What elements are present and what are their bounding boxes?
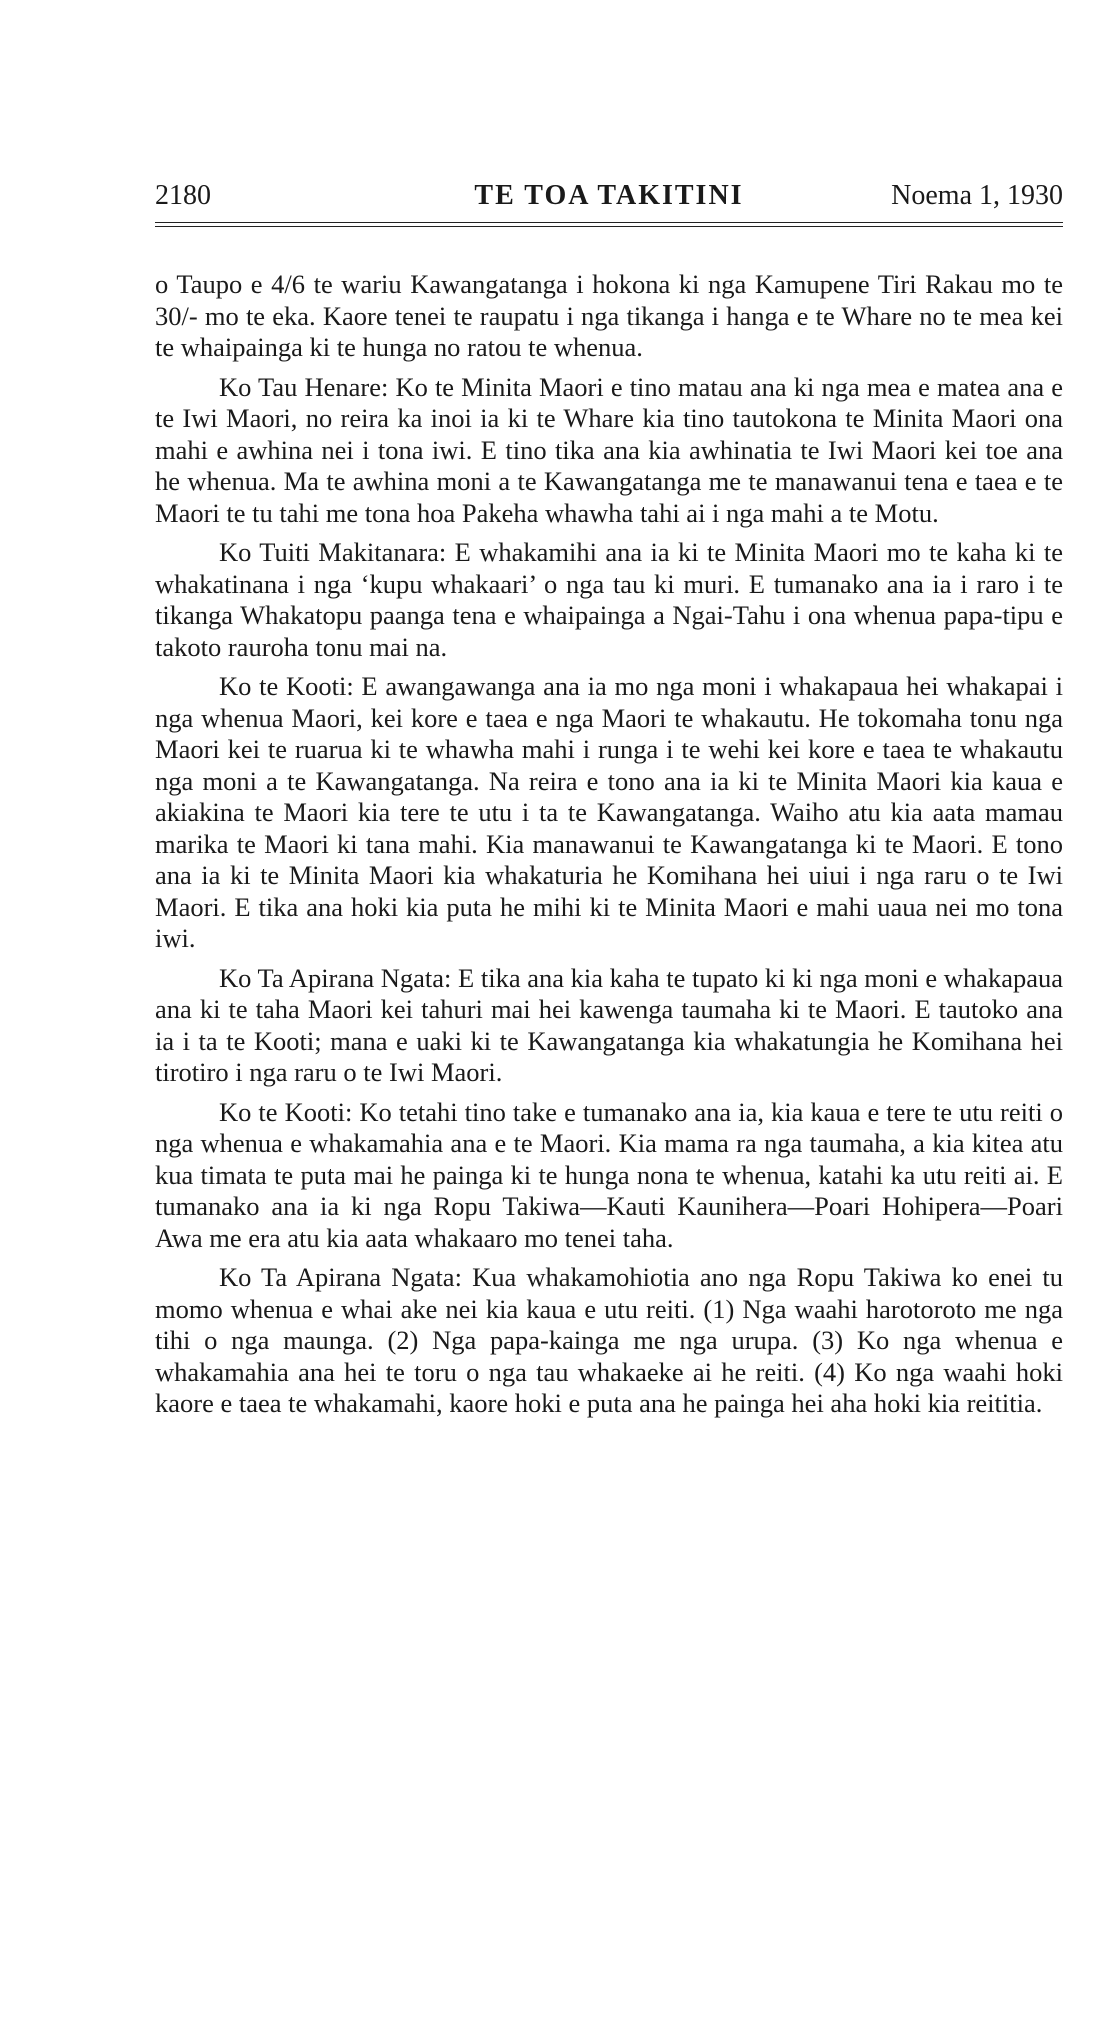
paragraph: Ko Tuiti Makitanara: E whakamihi ana ia ki te Minita Maori mo te kaha ki te whakatinana i nga ‘kupu whakaari’ o nga tau ki muri. E tumanako ana ia i raro i te tikanga Whakatopu paanga tena e whaipainga a Ngai-Tahu i ona whenua papa-tipu e takoto rauroha tonu mai na. xyxy=(155,537,1063,662)
paragraph: Ko Ta Apirana Ngata: Kua whakamohiotia ano nga Ropu Takiwa ko enei tu momo whenua e whai ake nei kia kaua e utu reiti. (1) Nga waahi harotoroto me nga tihi o nga maunga. (2) Nga papa-kainga me nga urupa. (3) Ko nga whenua e whakamahia ana hei te toru o nga tau whakaeke ai he reiti. (4) Ko nga waahi hoki kaore e taea te whakamahi, kaore hoki e puta ana he painga hei aha hoki kia reititia. xyxy=(155,1262,1063,1418)
article-body xyxy=(155,269,1063,1420)
page-number: 2180 xyxy=(155,180,211,211)
publication-title: TE TOA TAKITINI xyxy=(474,180,744,211)
issue-date: Noema 1, 1930 xyxy=(891,180,1063,211)
paragraph: Ko te Kooti: E awangawanga ana ia mo nga moni i whakapaua hei whakapai i nga whenua Maori, kei kore e taea e nga Maori te whakautu. He tokomaha tonu nga Maori kei te ruarua ki te whawha mahi i runga i te wehi kei kore e taea te whakautu nga moni a te Kawangatanga. Na reira e tono ana ia ki te Minita Maori kia kaua e akiakina te Maori kia tere te utu i ta te Kawangatanga. Waiho atu kia aata mamau marika te Maori ki tana mahi. Kia manawanui te Kawangatanga ki te Maori. E tono ana ia ki te Minita Maori kia whakaturia he Komihana hei uiui i nga raru o te Iwi Maori. E tika ana hoki kia puta he mihi ki te Minita Maori e mahi uaua nei mo tona iwi. xyxy=(155,671,1063,953)
running-header xyxy=(155,176,1063,216)
paragraph: o Taupo e 4/6 te wariu Kawangatanga i hokona ki nga Kamupene Tiri Rakau mo te 30/- mo te eka. Kaore tenei te raupatu i nga tikanga i hanga e te Whare no te mea kei te whaipainga ki te hunga no ratou te whenua. xyxy=(155,269,1063,362)
header-rule xyxy=(155,222,1063,227)
document-page xyxy=(155,176,1063,1428)
paragraph: Ko Tau Henare: Ko te Minita Maori e tino matau ana ki nga mea e matea ana e te Iwi Maori, no reira ka inoi ia ki te Whare kia tino tautokona te Minita Maori ona mahi e awhina nei i tona iwi. E tino tika ana kia awhinatia te Iwi Maori kei toe ana he whenua. Ma te awhina moni a te Kawangatanga me te manawanui tena e taea e te Maori te tu tahi me tona hoa Pakeha whawha tahi ai i nga mahi a te Motu. xyxy=(155,371,1063,528)
paragraph: Ko te Kooti: Ko tetahi tino take e tumanako ana ia, kia kaua e tere te utu reiti o nga whenua e whakamahia ana e te Maori. Kia mama ra nga taumaha, a kia kitea atu kua timata te puta mai he painga ki te hunga nona te whenua, katahi ka utu reiti ai. E tumanako ana ia ki nga Ropu Takiwa—Kauti Kaunihera—Poari Hohipera—Poari Awa me era atu kia aata whakaaro mo tenei taha. xyxy=(155,1096,1063,1253)
paragraph: Ko Ta Apirana Ngata: E tika ana kia kaha te tupato ki ki nga moni e whakapaua ana ki te taha Maori kei tahuri mai hei kawenga taumaha ki te Maori. E tautoko ana ia i ta te Kooti; mana e uaki ki te Kawangatanga kia whakatungia he Komihana hei tirotiro i nga raru o te Iwi Maori. xyxy=(155,962,1063,1087)
